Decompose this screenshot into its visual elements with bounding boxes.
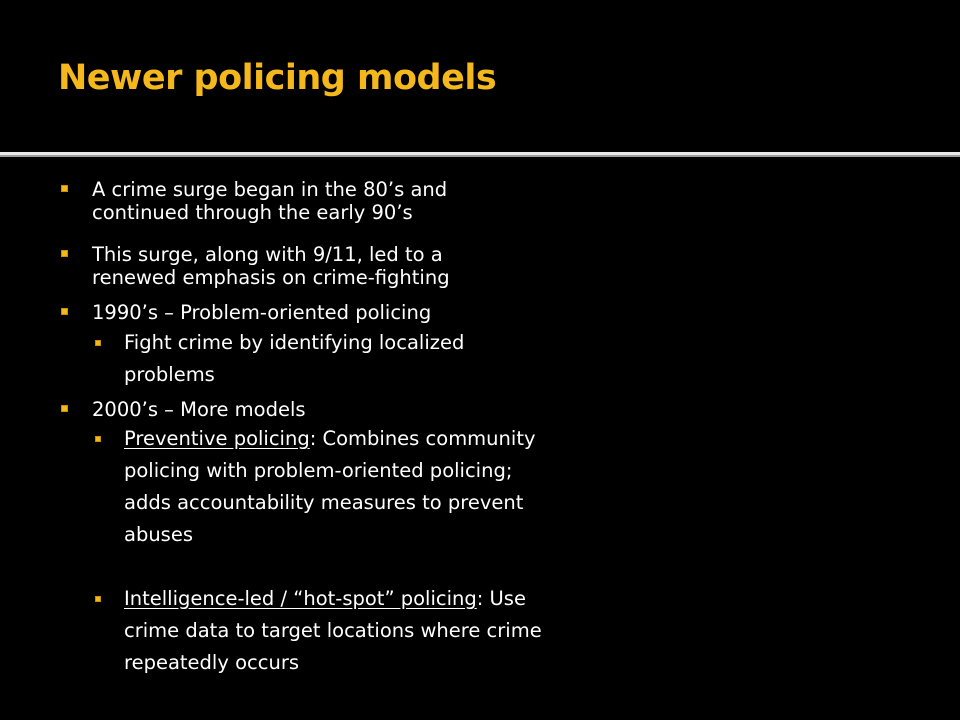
term-preventive-policing: Preventive policing bbox=[124, 427, 310, 450]
bullet-item: A crime surge began in the 80’s and continued through the early 90’s bbox=[92, 178, 448, 224]
term-definition: : Combines community policing with problem-oriented policing; adds accountability measures to prevent abuses bbox=[124, 427, 536, 546]
bullet-item: 1990’s – Problem-oriented policing bbox=[92, 301, 432, 324]
slide-title: Newer policing models bbox=[58, 58, 497, 98]
term-definition: : Use crime data to target locations where crime repeatedly occurs bbox=[124, 587, 542, 674]
sub-bullet-marker bbox=[95, 436, 101, 442]
bullet-marker bbox=[61, 185, 68, 192]
sub-bullet-marker bbox=[95, 340, 101, 346]
sub-bullet-marker bbox=[95, 596, 101, 602]
bullet-item: 2000’s – More models bbox=[92, 398, 306, 421]
sub-bullet-item: Fight crime by identifying localized problems bbox=[124, 331, 465, 386]
term-intelligence-led-policing: Intelligence-led / “hot-spot” policing bbox=[124, 587, 477, 610]
bullet-marker bbox=[61, 250, 68, 257]
title-bar bbox=[0, 0, 960, 150]
bullet-marker bbox=[61, 405, 68, 412]
bullet-item: This surge, along with 9/11, led to a renewed emphasis on crime-fighting bbox=[92, 243, 450, 289]
sub-bullet-item bbox=[124, 583, 544, 679]
bullet-marker bbox=[61, 308, 68, 315]
sub-bullet-item bbox=[124, 423, 544, 551]
